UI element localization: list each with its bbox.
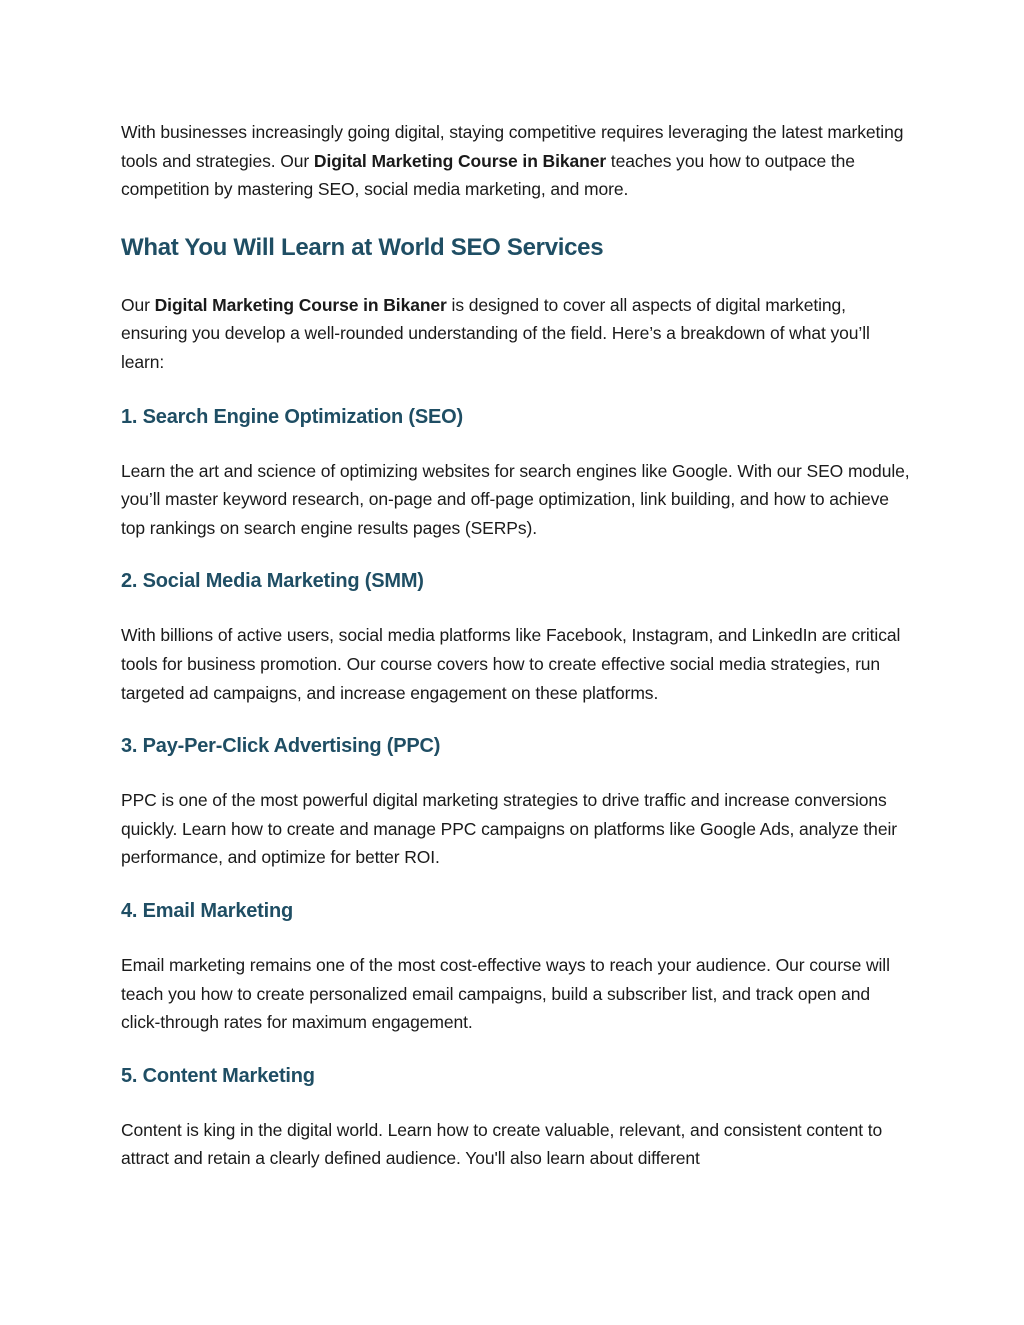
section-body-seo: Learn the art and science of optimizing websites for search engines like Google. With our SEO module, you’ll master keyword research, on-page and off-page optimization, link building, and how to achieve top rankings on search engine results pages (SERPs). [121,460,910,538]
overview-text-start: Our [121,294,155,315]
intro-text-end: teaches you how to outpace the competition by mastering SEO, social media marketing, and more. [121,150,855,200]
overview-paragraph [121,291,911,377]
section-body-content: Content is king in the digital world. Learn how to create valuable, relevant, and consistent content to attract and retain a clearly defined audience. You'll also learn about different [121,1119,883,1169]
overview-text-end: is designed to cover all aspects of digital marketing, ensuring you develop a well-rounded understanding of the field. Here’s a breakdown of what you’ll learn: [121,294,870,372]
section-body-email: Email marketing remains one of the most cost-effective ways to reach your audience. Our course will teach you how to create personalized email campaigns, build a subscriber list, and track open and click-through rates for maximum engagement. [121,954,890,1033]
intro-course-name: Digital Marketing Course in Bikaner [313,150,607,171]
section-heading-smm: 2. Social Media Marketing (SMM) [121,570,424,593]
section-heading-content: 5. Content Marketing [121,1064,315,1087]
overview-course-name: Digital Marketing Course in Bikaner [154,294,447,315]
section-body-smm: With billions of active users, social media platforms like Facebook, Instagram, and LinkedIn are critical tools for business promotion. Our course covers how to create effective social media strategies, run targeted ad campaigns, and increase engagement on these platforms. [121,625,901,703]
intro-paragraph [121,118,911,204]
main-heading: What You Will Learn at World SEO Services [121,233,604,261]
section-heading-seo: 1. Search Engine Optimization (SEO) [121,405,463,428]
section-heading-email: 4. Email Marketing [121,899,294,922]
intro-text-start: With businesses increasingly going digital, staying competitive requires leveraging the latest marketing tools and strategies. Our [121,122,904,171]
document-page [121,118,911,1173]
section-heading-ppc: 3. Pay-Per-Click Advertising (PPC) [121,735,441,758]
section-body-ppc: PPC is one of the most powerful digital marketing strategies to drive traffic and increase conversions quickly. Learn how to create and manage PPC campaigns on platforms like Google Ads, analyze their performance, and optimize for better ROI. [121,790,897,868]
